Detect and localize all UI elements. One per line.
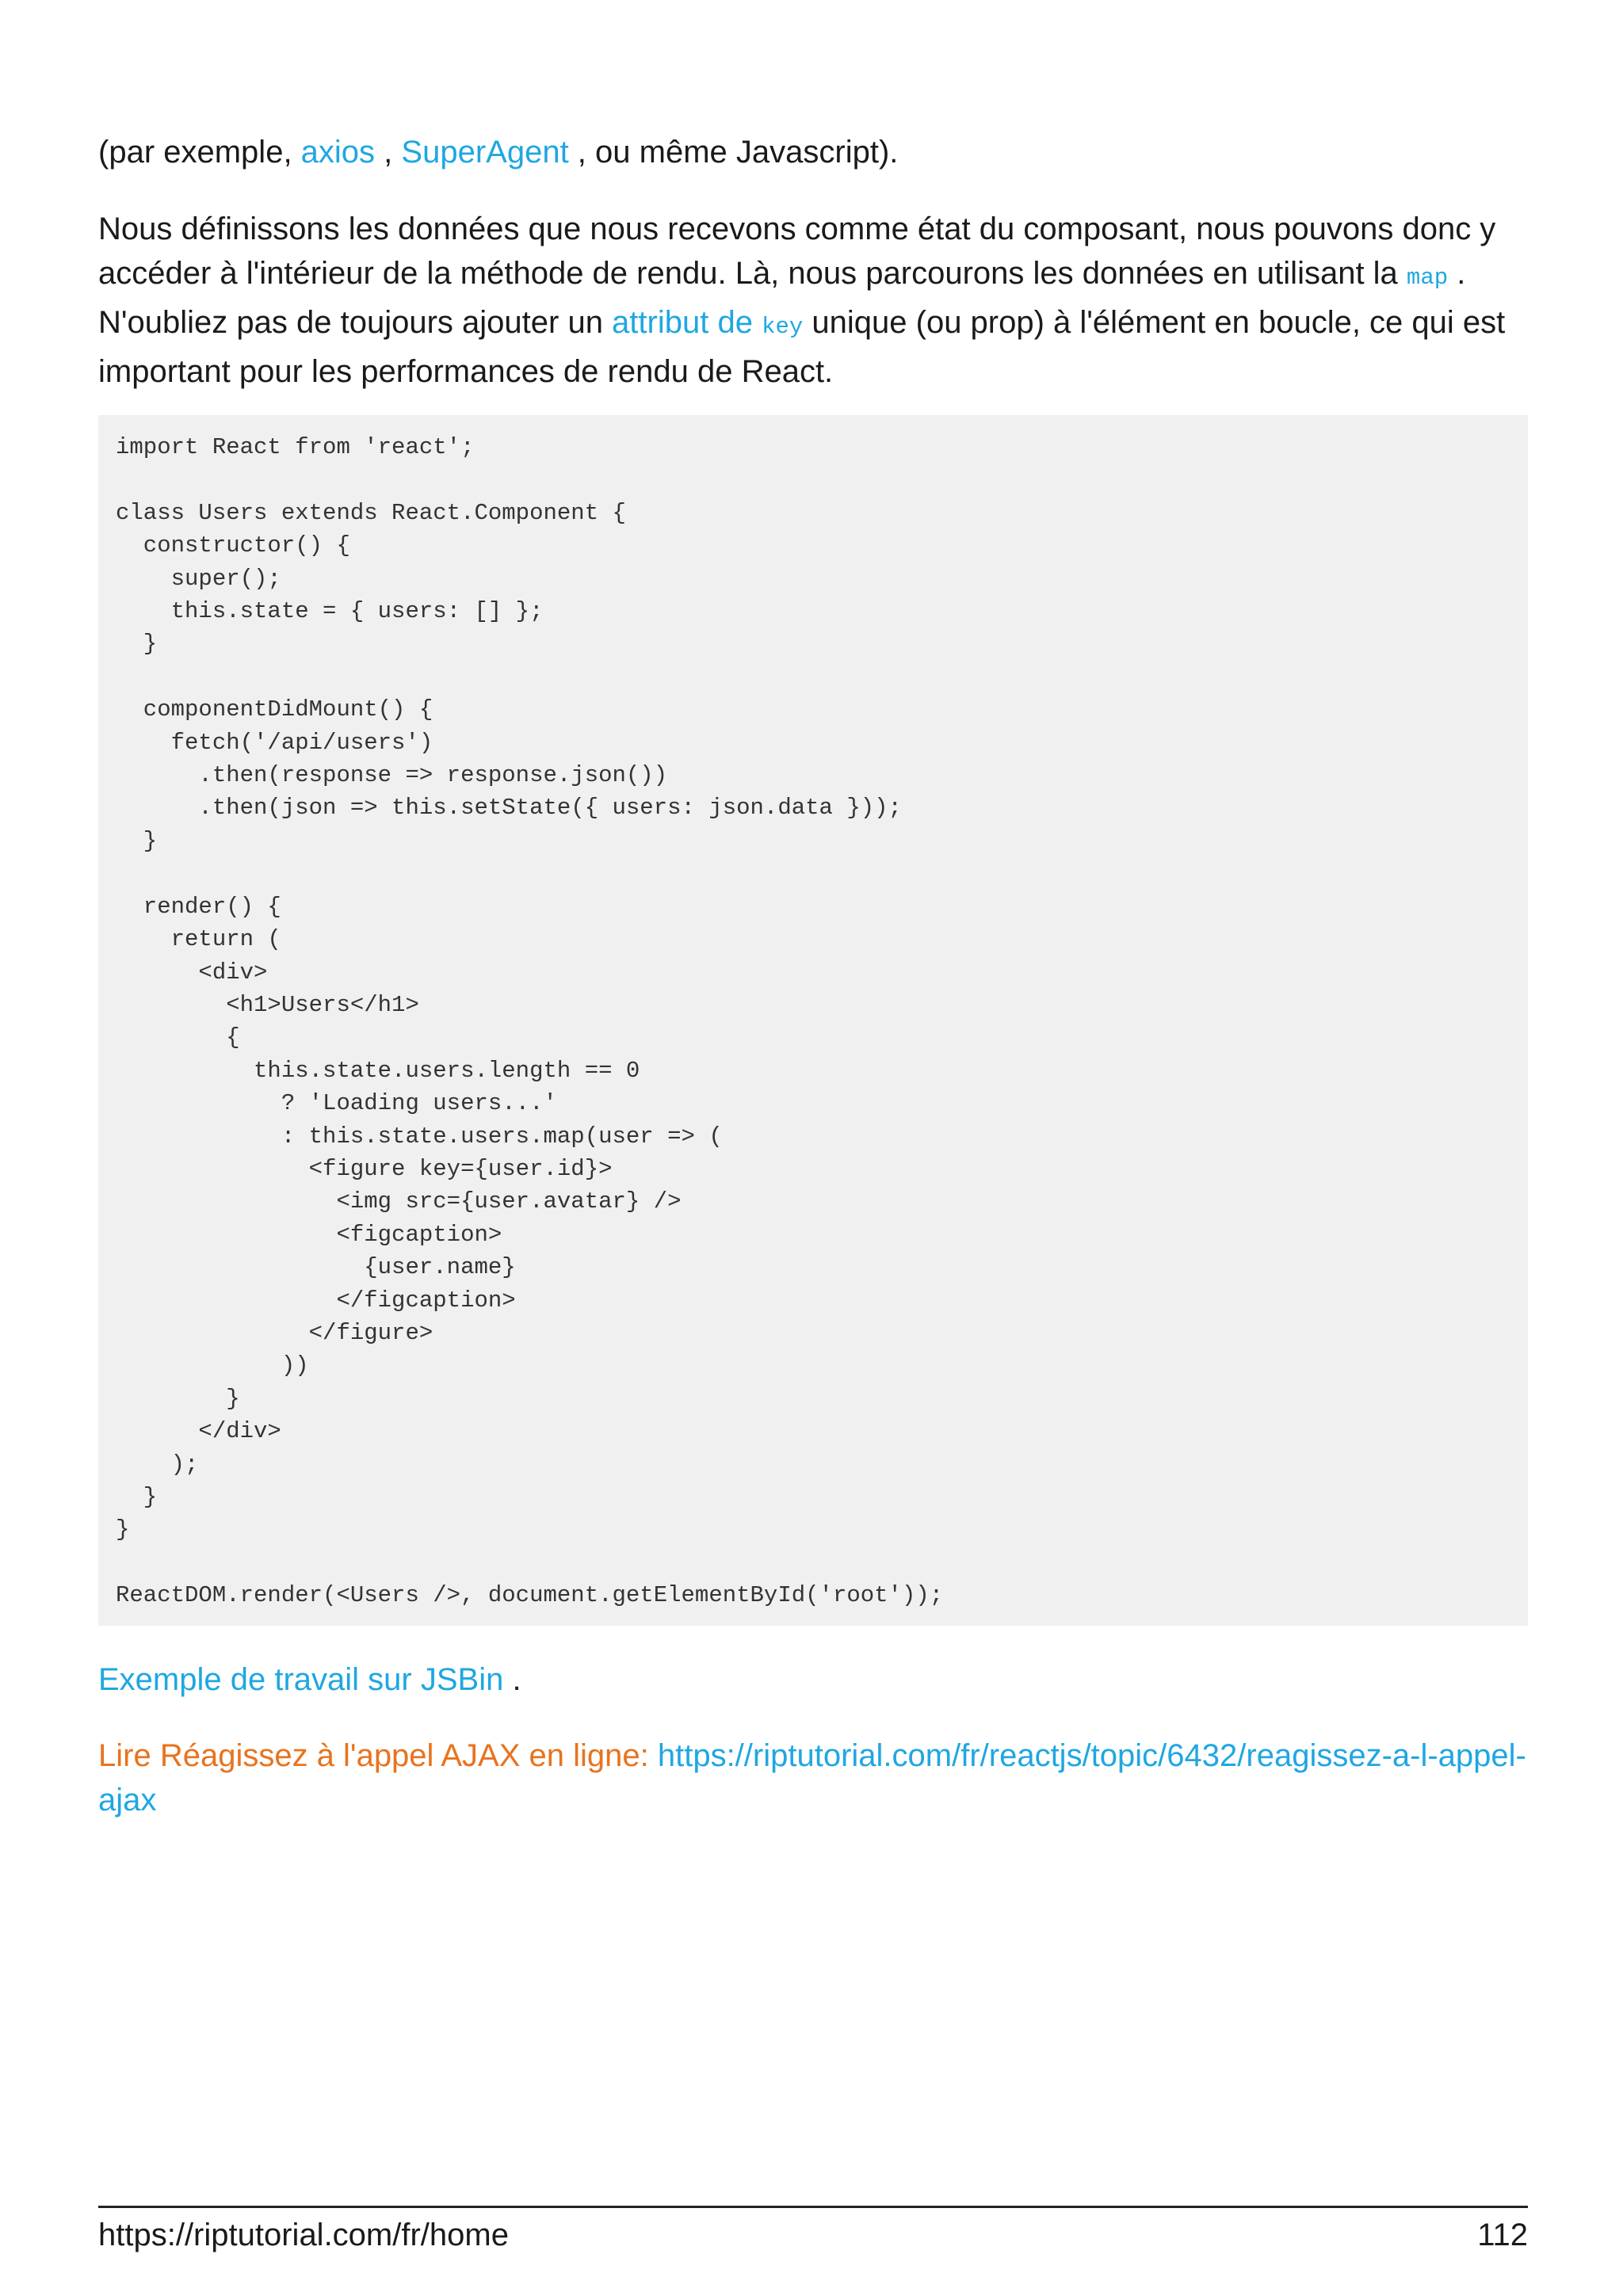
code-listing: import React from 'react'; class Users extends React.Component { constructor() { super(); this.state = { users: [] }; } componentDidMount() { fetch('/api/users') .then(response => response.json()) .then(json => this.setState({ users: json.data })); } render() { return ( <div> <h1>Users</h1> { this.state.users.length == 0 ? 'Loading users...' : this.state.users.map(user => ( <figure key={user.id}> <img src={user.avatar} /> <figcaption> {user.name} </figcaption> </figure> )) } </div> ); } } ReactDOM.render(<Users />, document.getElementById('root')); <box>116 434 944 1609</box>
inline-code-map[interactable]: map <box>1406 265 1449 291</box>
state-explanation-paragraph <box>98 207 1528 394</box>
jsbin-link[interactable]: Exemple de travail sur JSBin <box>98 1662 504 1697</box>
jsbin-line <box>98 1657 1528 1702</box>
inline-code-key[interactable]: key <box>762 314 804 340</box>
key-attribute-link[interactable] <box>612 305 803 340</box>
intro-line <box>98 130 1528 174</box>
footer-divider <box>98 2206 1528 2208</box>
page-number: 112 <box>1477 2218 1528 2252</box>
code-block <box>98 415 1528 1626</box>
paragraph-text-2: . N'oubliez pas de toujours ajouter un <box>98 256 1466 340</box>
key-attribute-link-text[interactable]: attribut de <box>612 305 762 340</box>
topic-url-link[interactable]: https://riptutorial.com/fr/reactjs/topic/6432/reagissez-a-l-appel-ajax <box>98 1738 1526 1817</box>
superagent-link[interactable]: SuperAgent <box>401 135 569 170</box>
jsbin-suffix: . <box>503 1662 521 1697</box>
intro-separator: , <box>375 135 402 170</box>
axios-link[interactable]: axios <box>300 135 376 170</box>
intro-prefix: (par exemple, <box>98 135 301 170</box>
read-online-line <box>98 1733 1528 1822</box>
footer-url: https://riptutorial.com/fr/home <box>98 2218 509 2252</box>
page-footer <box>98 2215 1528 2255</box>
intro-suffix: , ou même Javascript). <box>568 135 899 170</box>
paragraph-text-1: Nous définissons les données que nous recevons comme état du composant, nous pouvons donc y accéder à l'intérieur de la méthode de rendu. Là, nous parcourons les données en utilisant la <box>98 212 1496 291</box>
paragraph-text-3: unique (ou prop) à l'élément en boucle, ce qui est important pour les performances de rendu de React. <box>98 305 1506 389</box>
read-online-label: Lire Réagissez à l'appel AJAX en ligne: <box>98 1738 658 1773</box>
